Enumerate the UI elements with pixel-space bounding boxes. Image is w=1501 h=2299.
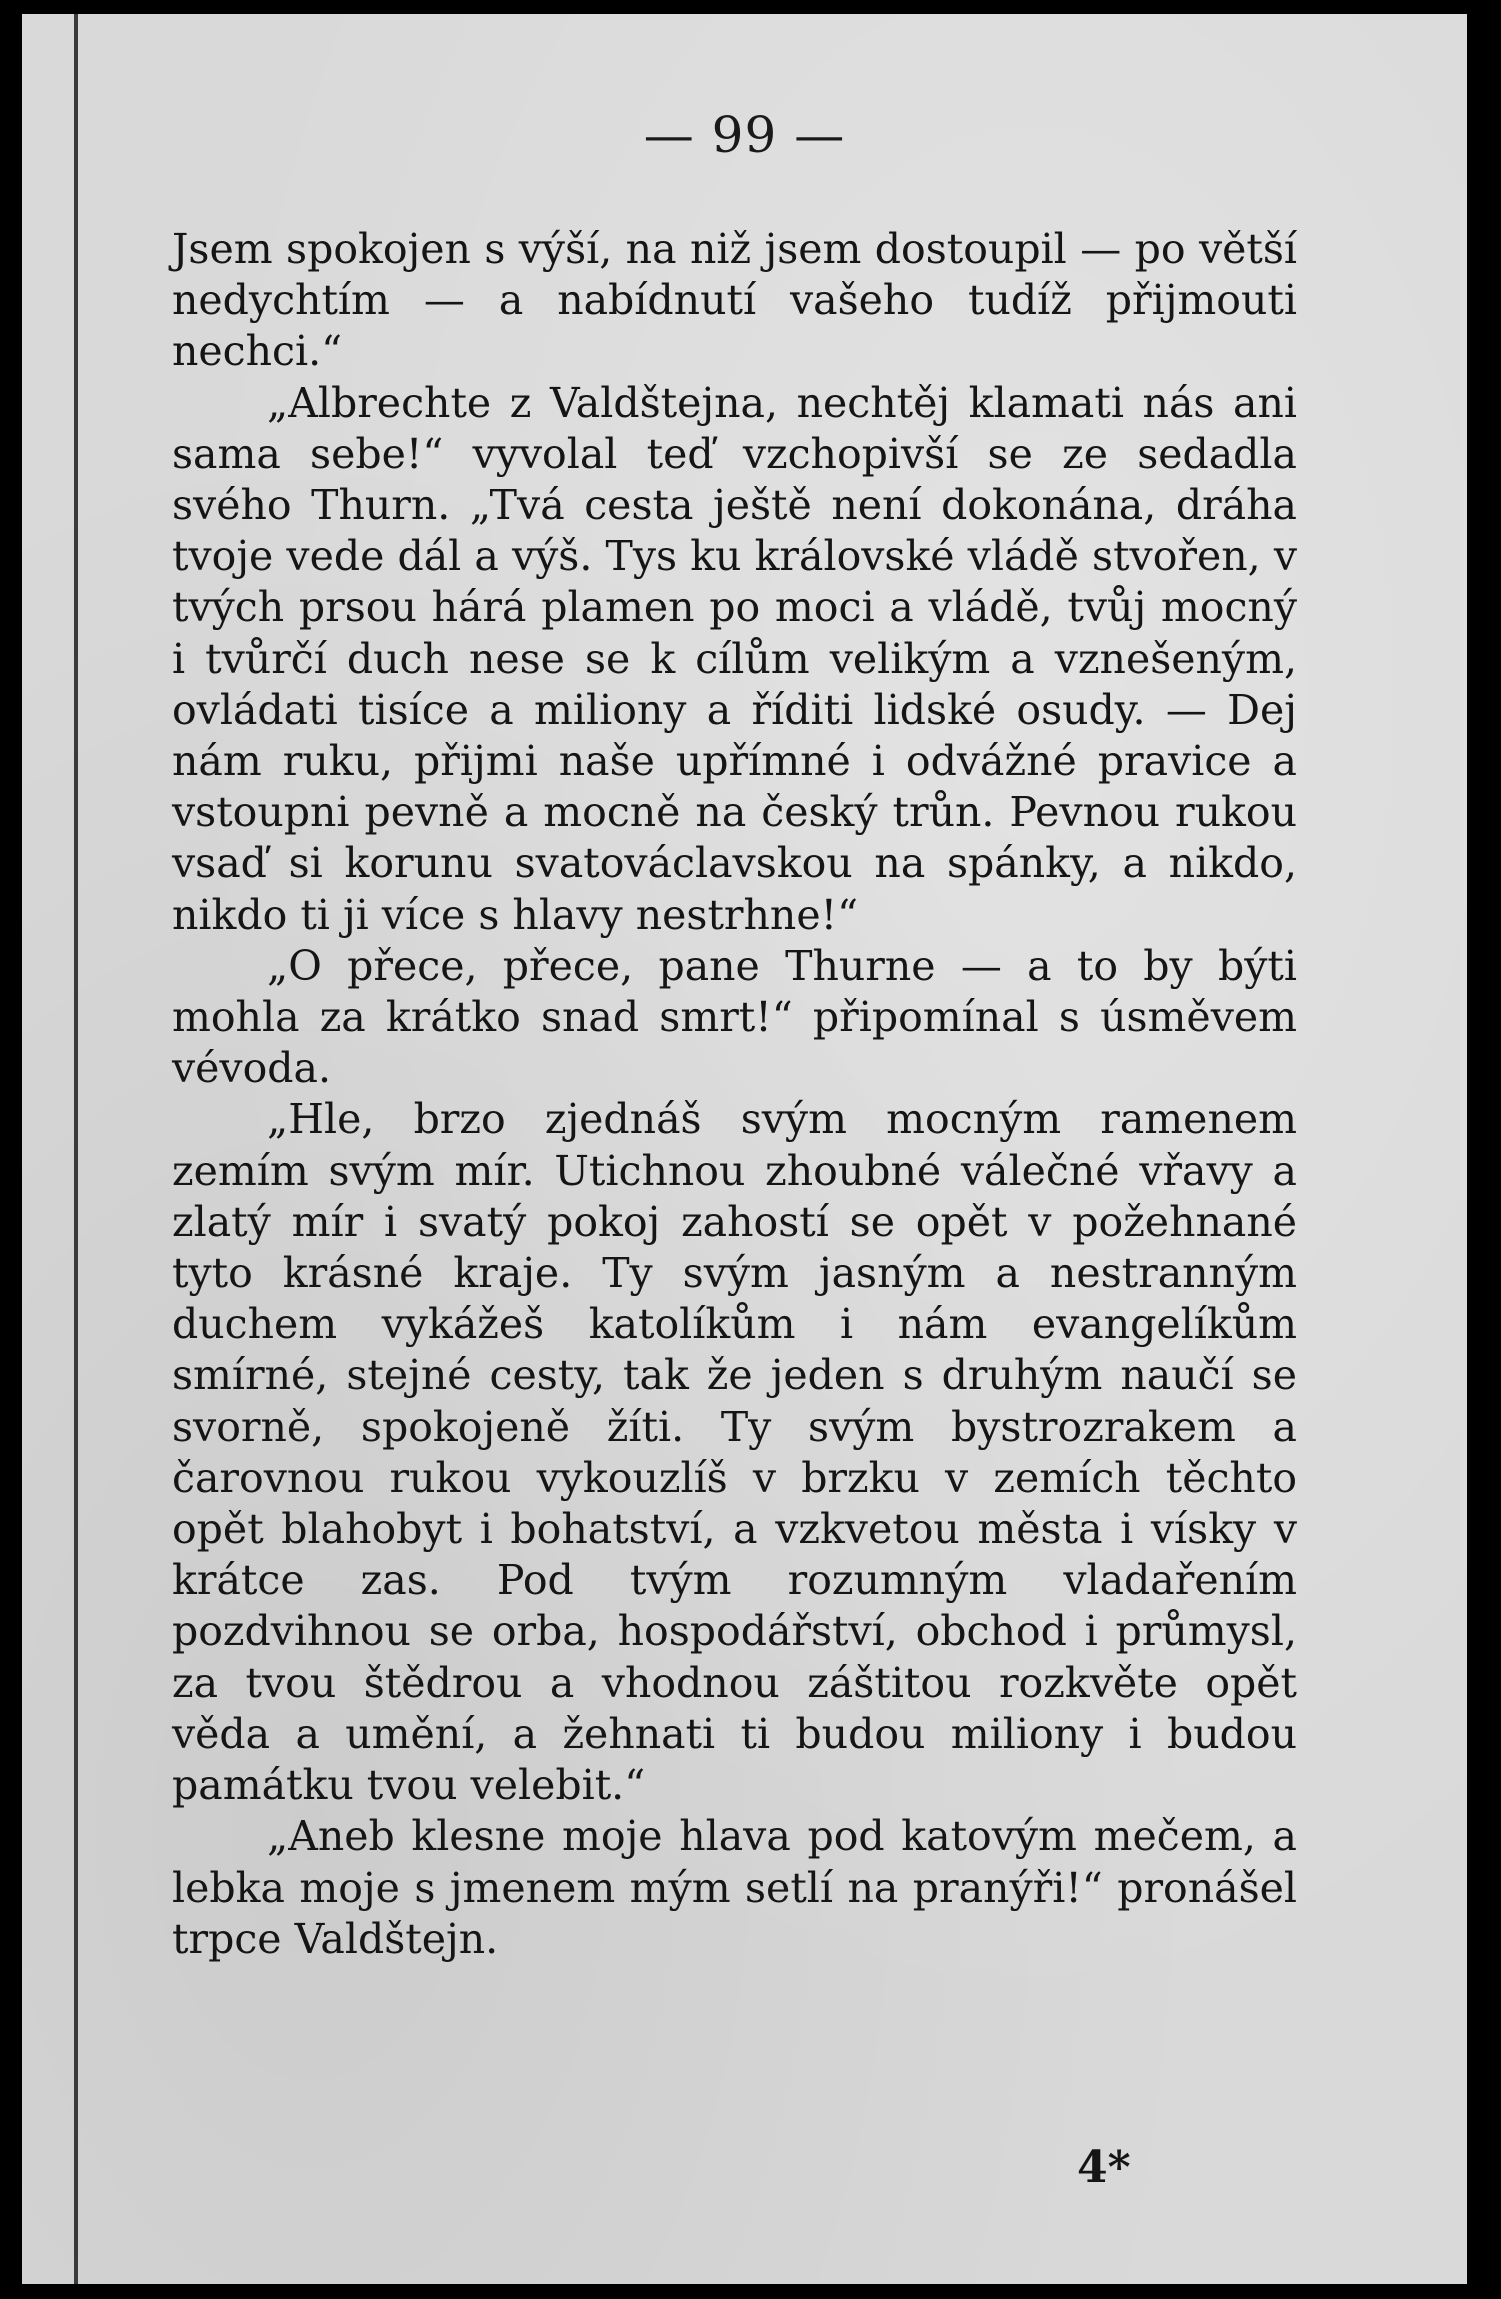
paragraph: Jsem spokojen s výší, na niž jsem dostoupil — po větší nedychtím — a nabídnutí vašeho tudíž přijmouti nechci.“ [172,225,1297,376]
book-page [22,14,1467,2284]
paragraph: „Albrechte z Valdštejna, nechtěj klamati nás ani sama sebe!“ vyvolal teď vzchopivší se ze sedadla svého Thurn. „Tvá cesta ještě není dokonána, dráha tvoje vede dál a výš. Tys ku královské vládě stvořen, v tvých prsou hárá plamen po moci a vládě, tvůj mocný i tvůrčí duch nese se k cílům velikým a vznešeným, ovládati tisíce a miliony a říditi lidské osudy. — Dej nám ruku, přijmi naše upřímné i odvážné pravice a vstoupni pevně a mocně na český trůn. Pevnou rukou vsaď si korunu svatováclavskou na spánky, a nikdo, nikdo ti ji více s hlavy nestrhne!“ [172,378,1297,939]
page-edge-rule [74,14,78,2284]
paragraph: „Aneb klesne moje hlava pod katovým mečem, a lebka moje s jmenem mým setlí na pranýři!“ pronášel trpce Valdštejn. [172,1812,1297,1963]
signature-mark: 4* [1077,2142,1131,2193]
page-number-header: — 99 — [643,106,846,164]
paragraph: „Hle, brzo zjednáš svým mocným ramenem zemím svým mír. Utichnou zhoubné válečné vřavy a zlatý mír i svatý pokoj zahostí se opět v požehnané tyto krásné kraje. Ty svým jasným a nestranným duchem vykážeš katolíkům i nám evangelíkům smírné, stejné cesty, tak že jeden s druhým naučí se svorně, spokojeně žíti. Ty svým bystrozrakem a čarovnou rukou vykouzlíš v brzku v zemích těchto opět blahobyt i bohatství, a vzkvetou města i vísky v krátce zas. Pod tvým rozumným vladařením pozdvihnou se orba, hospodářství, obchod i průmysl, za tvou štědrou a vhodnou záštitou rozkvěte opět věda a umění, a žehnati ti budou miliony i budou památku tvou velebit.“ [172,1095,1297,1810]
paragraph: „O přece, přece, pane Thurne — a to by býti mohla za krátko snad smrt!“ připomínal s úsměvem vévoda. [172,941,1297,1093]
body-text [172,224,1297,1965]
